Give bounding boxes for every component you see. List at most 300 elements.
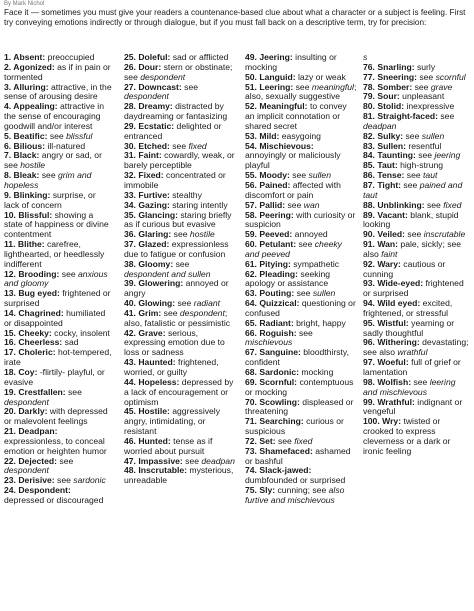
entry-term: 10. Blissful: xyxy=(4,209,53,220)
entry-term: 59. Peeved: xyxy=(245,229,293,240)
list-item xyxy=(124,171,236,191)
entry-term: 26. Dour: xyxy=(124,61,162,72)
entry-term: 80. Stolid: xyxy=(363,101,405,112)
entry-term: 29. Ecstatic: xyxy=(124,120,175,131)
list-item xyxy=(4,309,112,329)
entry-term: 71. Searching: xyxy=(245,416,304,427)
entry-cross-reference: despondent and sullen xyxy=(124,268,211,279)
entry-term: 27. Downcast: xyxy=(124,81,182,92)
list-item xyxy=(4,486,112,506)
entry-term: 76. Snarling: xyxy=(363,61,415,72)
entry-cross-reference: hostile xyxy=(189,229,215,240)
entry-term: 15. Cheeky: xyxy=(4,327,52,338)
list-item xyxy=(245,83,357,103)
list-item xyxy=(363,417,471,456)
entry-term: 18. Coy: xyxy=(4,367,38,377)
entry-cross-reference: scornful xyxy=(435,71,466,82)
list-item xyxy=(4,191,112,211)
entry-term: 8. Bleak: xyxy=(4,170,40,181)
entry-definition: see xyxy=(296,239,315,250)
entry-definition: see xyxy=(39,170,58,181)
entry-definition: cowardly, weak, or barely perceptible xyxy=(124,150,235,171)
entry-cross-reference: despondent xyxy=(4,465,49,476)
entry-term: 42. Grave: xyxy=(124,327,166,338)
list-item xyxy=(245,398,357,418)
entry-definition: annoyingly or maliciously playful xyxy=(245,150,341,171)
entry-definition: see xyxy=(169,140,189,151)
entry-term: 85. Taut: xyxy=(363,160,398,171)
entry-term: 88. Unblinking: xyxy=(363,199,425,210)
entry-definition: twisted or crooked to express cleverness or a dark or ironic feeling xyxy=(363,416,451,456)
entry-cross-reference: despondent xyxy=(179,307,225,318)
entry-term: 63. Pouting: xyxy=(245,288,295,299)
entry-definition: see xyxy=(404,170,424,181)
list-item xyxy=(4,211,112,241)
entry-term: 5. Beatific: xyxy=(4,130,48,141)
entry-term: 38. Gloomy: xyxy=(124,258,174,269)
entry-definition: delighted or entranced xyxy=(124,120,222,141)
entry-definition: see xyxy=(57,455,74,466)
entry-definition: staring briefly as if curious but evasive xyxy=(124,209,232,230)
entry-term: 64. Quizzical: xyxy=(245,298,300,309)
list-item xyxy=(4,270,112,290)
entry-definition: distracted by daydreaming or fantasizing xyxy=(124,101,228,122)
entry-cross-reference: leering and mischievous xyxy=(363,376,456,397)
entry-definition: see xyxy=(285,199,304,210)
entry-term: 32. Fixed: xyxy=(124,170,164,181)
entry-definition: see xyxy=(405,229,424,240)
entry-term: 73. Shamefaced: xyxy=(245,445,313,456)
entry-definition: see xyxy=(47,130,67,141)
entry-cross-reference: faint xyxy=(381,248,398,259)
entry-definition: ashamed or bashful xyxy=(245,445,351,466)
column-4 xyxy=(363,53,471,609)
list-item xyxy=(4,368,112,388)
list-item xyxy=(245,142,357,172)
entry-term: 28. Dreamy: xyxy=(124,101,173,112)
entry-cross-reference: hostile xyxy=(20,160,46,171)
entry-cross-reference: anxious and gloomy xyxy=(4,268,108,289)
entry-definition: staring intently xyxy=(169,199,228,210)
list-item xyxy=(124,240,236,260)
entry-definition: contemptuous or mocking xyxy=(245,376,354,397)
entry-term: 43. Haunted: xyxy=(124,357,176,368)
list-item xyxy=(245,378,357,398)
entry-definition: see xyxy=(294,288,313,299)
list-item xyxy=(363,378,471,398)
entry-definition: tense as if worried about pursuit xyxy=(124,435,213,456)
entry-definition: depressed by a lack of encouragement or optimism xyxy=(124,376,234,407)
entry-term: 54. Mischievous: xyxy=(245,140,314,151)
entry-term: 31. Faint: xyxy=(124,150,162,161)
entry-definition: see xyxy=(161,307,180,318)
entry-term: 7. Black: xyxy=(4,150,40,161)
entry-definition: cocky, insolent xyxy=(51,327,110,338)
entry-cross-reference: also furtive and mischievous xyxy=(245,485,345,505)
entry-term: 96. Withering: xyxy=(363,337,420,348)
entry-term: 3. Alluring: xyxy=(4,81,49,92)
entry-cross-reference: deadpan xyxy=(201,455,235,466)
entry-cross-reference: fixed xyxy=(443,199,462,210)
entry-term: 48. Inscrutable: xyxy=(124,465,188,476)
list-item xyxy=(245,240,357,260)
entry-cross-reference: inscrutable xyxy=(423,229,466,240)
entry-term: 23. Derisive: xyxy=(4,475,55,486)
entry-term: 58. Peering: xyxy=(245,209,294,220)
list-item xyxy=(4,63,112,83)
entry-definition: lazy or weak xyxy=(295,71,346,82)
entry-term: 19. Crestfallen: xyxy=(4,386,66,397)
entry-cross-reference: blissful xyxy=(66,130,93,141)
entry-definition: see xyxy=(182,455,202,466)
entry-definition: full of grief or lamentation xyxy=(363,357,461,377)
entry-definition: frightened, worried, or guilty xyxy=(124,357,219,377)
entry-definition: attractive in the sense of encouraging goodwill and/or interest xyxy=(4,101,104,131)
entry-term: 65. Radiant: xyxy=(245,317,294,328)
list-item xyxy=(4,240,112,270)
entry-definition: annoyed xyxy=(292,229,328,240)
entry-definition: sympathetic xyxy=(290,258,340,269)
entry-definition: mysterious, unreadable xyxy=(124,465,234,486)
entry-definition: devastating; see also xyxy=(363,337,469,358)
entry-term: 12. Brooding: xyxy=(4,268,60,279)
entry-term: 1. Absent: xyxy=(4,53,46,62)
entry-term: 92. Wary: xyxy=(363,258,401,269)
entry-term: 93. Wide-eyed: xyxy=(363,278,424,289)
entry-term: 70. Scowling: xyxy=(245,396,300,407)
list-item xyxy=(245,417,357,437)
list-item xyxy=(363,338,471,358)
entry-definition: depressed or discouraged xyxy=(4,494,104,505)
entry-term: 6. Bilious: xyxy=(4,140,46,151)
entry-term: 50. Languid: xyxy=(245,71,296,82)
entry-term: 68. Sardonic: xyxy=(245,367,299,377)
entry-definition: see xyxy=(437,111,455,122)
entry-definition: see xyxy=(175,298,194,309)
entry-cross-reference: despondent xyxy=(4,396,49,407)
entry-term: 14. Chagrined: xyxy=(4,307,64,318)
list-item xyxy=(4,289,112,309)
entry-term: 86. Tense: xyxy=(363,170,405,181)
entry-term: 75. Sly: xyxy=(245,485,276,496)
entry-term: 56. Pained: xyxy=(245,179,291,190)
entry-definition: frightened or surprised xyxy=(4,288,111,309)
entry-definition: mocking xyxy=(298,367,334,377)
entry-definition: as if in pain or tormented xyxy=(4,61,111,82)
list-item xyxy=(363,279,471,299)
entry-definition: see xyxy=(54,475,74,486)
entry-definition: see xyxy=(59,268,79,279)
list-item xyxy=(363,240,471,260)
list-item xyxy=(4,171,112,191)
entry-cross-reference: radiant xyxy=(193,298,221,309)
entry-term: 72. Set: xyxy=(245,435,276,446)
entry-cross-reference: sullen xyxy=(308,170,331,181)
list-item xyxy=(124,102,236,122)
list-item xyxy=(4,83,112,103)
entry-definition: resentful xyxy=(405,140,442,151)
list-item xyxy=(363,112,471,132)
list-item xyxy=(245,348,357,368)
entry-term: 36. Glaring: xyxy=(124,229,172,240)
entry-term: 41. Grim: xyxy=(124,307,162,318)
list-item xyxy=(4,407,112,427)
list-item xyxy=(245,486,357,506)
entry-cross-reference: wrathful xyxy=(397,347,428,358)
column-3 xyxy=(245,53,357,609)
entry-definition: stealthy xyxy=(169,189,202,200)
entry-term: 53. Mild: xyxy=(245,130,280,141)
entry-term: 84. Taunting: xyxy=(363,150,416,161)
entry-definition: see xyxy=(416,71,436,82)
entry-term: 77. Sneering: xyxy=(363,71,417,82)
entry-term: 20. Darkly: xyxy=(4,406,48,417)
list-item xyxy=(363,181,471,201)
entry-definition: blank, stupid looking xyxy=(363,209,459,230)
entry-definition: bloodthirsty, confident xyxy=(245,347,349,368)
list-item xyxy=(124,63,236,83)
entry-cross-reference: grim and hopeless xyxy=(4,170,92,190)
entry-cross-reference: despondent xyxy=(140,71,186,82)
list-item xyxy=(245,447,357,467)
list-item xyxy=(124,378,236,408)
entry-term: 60. Petulant: xyxy=(245,239,297,250)
entry-term: 66. Roguish: xyxy=(245,327,297,338)
list-item xyxy=(363,398,471,418)
entry-term: 95. Wistful: xyxy=(363,317,409,328)
entry-term: 98. Wolfish: xyxy=(363,376,412,387)
column-1 xyxy=(4,53,112,609)
list-item xyxy=(124,151,236,171)
list-item xyxy=(124,279,236,299)
list-item xyxy=(4,427,112,457)
list-item xyxy=(245,299,357,319)
entry-cross-reference: sullen xyxy=(421,130,445,141)
entry-term: 35. Glancing: xyxy=(124,209,178,220)
entry-term: 39. Glowering: xyxy=(124,278,184,289)
entry-term: 2. Agonized: xyxy=(4,61,55,72)
entry-definition: expressionless, to conceal emotion or heighten humor xyxy=(4,435,107,456)
list-item xyxy=(124,260,236,280)
entry-definition: see xyxy=(424,199,444,210)
entry-definition: with curiosity or suspicion xyxy=(245,209,356,230)
entry-definition: serious, expressing emotion due to loss or sadness xyxy=(124,327,225,358)
entry-term: 46. Hunted: xyxy=(124,435,171,446)
list-item xyxy=(363,260,471,280)
entry-definition: see xyxy=(275,435,295,446)
intro-paragraph: Face it — sometimes you must give your readers a countenance-based clue about what a character or a subject is feeling. First try conveying emotions indirectly or through dialogue, but if you must fall back on a descriptive term, try for precision: xyxy=(4,8,466,27)
entry-term: 25. Doleful: xyxy=(124,53,171,62)
entry-term: 45. Hostile: xyxy=(124,406,170,417)
list-item xyxy=(124,211,236,231)
entry-cross-reference: cheeky and peeved xyxy=(245,239,342,259)
list-item xyxy=(124,83,236,103)
entry-definition: sad or afflicted xyxy=(170,53,229,62)
list-item xyxy=(245,329,357,349)
entry-definition: ill-natured xyxy=(45,140,86,151)
entry-term: 94. Wild eyed: xyxy=(363,298,421,309)
entry-term: 61. Pitying: xyxy=(245,258,291,269)
entry-definition: bright, happy xyxy=(293,317,346,328)
entry-definition: surprise, or lack of concern xyxy=(4,189,96,210)
entry-definition: inexpressive xyxy=(404,101,455,112)
entry-term: 79. Sour: xyxy=(363,91,400,102)
byline: By Mark Nichol xyxy=(4,1,45,7)
entry-term: 91. Wan: xyxy=(363,239,399,250)
entry-term: 69. Scornful: xyxy=(245,376,298,387)
entry-term: 21. Deadpan: xyxy=(4,426,58,437)
entry-term: 13. Bug eyed: xyxy=(4,288,60,299)
entry-cross-reference: mischievous xyxy=(245,337,293,348)
entry-definition: affected with discomfort or pain xyxy=(245,179,341,200)
entry-cross-reference: sullen xyxy=(312,288,336,299)
entry-definition: stern or obstinate; see xyxy=(124,61,233,82)
entry-term: 82. Sulky: xyxy=(363,130,404,141)
list-item xyxy=(363,319,471,339)
list-item xyxy=(124,358,236,378)
entry-definition: see xyxy=(296,327,313,338)
entry-definition: see xyxy=(403,130,422,141)
entry-definition: concentrated or immobile xyxy=(124,170,226,190)
entry-term: 89. Vacant: xyxy=(363,209,408,220)
entry-definition: easygoing xyxy=(279,130,321,141)
entry-term: 74. Slack-jawed: xyxy=(245,465,312,476)
entry-definition: high-strung xyxy=(397,160,444,171)
entry-definition-continued: ; also, sexually suggestive xyxy=(245,81,357,102)
entry-definition: see xyxy=(293,81,312,92)
list-item xyxy=(124,122,236,142)
entry-definition: expressionless due to fatigue or confusion xyxy=(124,239,229,259)
entry-definition: dumbfounded or surprised xyxy=(245,475,346,486)
entry-definition: angry or sad, or see xyxy=(4,150,102,171)
entry-definition: excited, frightened, or stressful xyxy=(363,298,453,318)
entry-definition: sad xyxy=(62,337,79,348)
entry-term: 44. Hopeless: xyxy=(124,376,180,387)
entry-term: 90. Veiled: xyxy=(363,229,406,240)
entry-definition: curious or suspicious xyxy=(245,416,344,437)
entry-cross-reference: jeering xyxy=(434,150,461,161)
list-item xyxy=(4,348,112,368)
list-item xyxy=(124,407,236,437)
entry-term: 37. Glazed: xyxy=(124,239,170,250)
entry-cross-reference: fixed xyxy=(188,140,207,151)
list-item xyxy=(245,270,357,290)
list-item xyxy=(245,102,357,132)
entry-definition: see xyxy=(65,386,82,397)
list-item xyxy=(245,53,357,73)
entry-term: 49. Jeering: xyxy=(245,53,293,62)
entry-cross-reference: wan xyxy=(303,199,320,210)
entry-definition: indignant or vengeful xyxy=(363,396,463,417)
entry-term: 22. Dejected: xyxy=(4,455,58,466)
column-2 xyxy=(124,53,236,609)
entry-definition: see xyxy=(171,229,190,240)
list-item xyxy=(4,457,112,477)
entry-term: 30. Etched: xyxy=(124,140,170,151)
entry-definition: see xyxy=(401,179,420,190)
list-item xyxy=(245,466,357,486)
entry-definition: surly xyxy=(414,61,436,72)
entry-cross-reference: s xyxy=(363,53,368,62)
entry-definition: -flirtily- playful, or evasive xyxy=(4,367,105,387)
entry-term: 51. Leering: xyxy=(245,81,294,92)
entry-definition: showing a state of happiness or divine contentment xyxy=(4,209,109,240)
entry-definition: see xyxy=(415,150,435,161)
entry-definition: see xyxy=(181,81,199,92)
list-item xyxy=(124,466,236,486)
entry-term: 24. Despondent: xyxy=(4,485,71,496)
list-item xyxy=(4,102,112,132)
entry-term: 97. Woeful: xyxy=(363,357,409,368)
entry-cross-reference: pained and taut xyxy=(363,179,463,200)
entry-definition: pale, sickly; see also xyxy=(363,239,462,259)
entry-term: 67. Sanguine: xyxy=(245,347,301,358)
list-item xyxy=(4,151,112,171)
entry-term: 33. Furtive: xyxy=(124,189,170,200)
entry-cross-reference: fixed xyxy=(294,435,313,446)
list-item xyxy=(124,309,236,329)
entry-definition: unpleasant xyxy=(399,91,445,102)
entry-term: 11. Blithe: xyxy=(4,239,45,250)
entry-term: 40. Glowing: xyxy=(124,298,176,309)
entry-cross-reference: despondent xyxy=(124,91,169,102)
entry-term: 9. Blinking: xyxy=(4,189,51,200)
entry-definition: insulting or mocking xyxy=(245,53,337,72)
entry-definition: hot-tempered, irate xyxy=(4,347,112,368)
list-item xyxy=(363,299,471,319)
entry-definition: preoccupied xyxy=(45,53,95,62)
entry-definition: cautious or cunning xyxy=(363,258,446,279)
entry-term: 16. Cheerless: xyxy=(4,337,63,348)
list-item xyxy=(363,211,471,231)
entry-definition: attractive, in the sense of arousing desire xyxy=(4,81,112,102)
list-item xyxy=(124,437,236,457)
entry-term: 52. Meaningful: xyxy=(245,101,308,112)
entry-term: 83. Sullen: xyxy=(363,140,406,151)
entry-definition-continued: ; also, fatalistic or pessimistic xyxy=(124,307,231,328)
entry-definition: displeased or threatening xyxy=(245,396,354,417)
entry-term: 34. Gazing: xyxy=(124,199,170,210)
entry-term: 81. Straight-faced: xyxy=(363,111,438,122)
entry-definition: annoyed or angry xyxy=(124,278,229,299)
entry-definition: frightened or surprised xyxy=(363,278,464,299)
entry-cross-reference: deadpan xyxy=(363,120,397,131)
entry-term: 100. Wry: xyxy=(363,416,402,427)
entry-definition: seeking apology or assistance xyxy=(245,268,331,289)
entry-cross-reference: grave xyxy=(430,81,453,92)
entry-cross-reference: sardonic xyxy=(73,475,106,486)
entry-term: 99. Wrathful: xyxy=(363,396,415,407)
entry-definition: yearning or sadly thoughtful xyxy=(363,317,455,338)
entry-term: 62. Pleading: xyxy=(245,268,299,279)
entry-definition: see xyxy=(412,81,431,92)
entry-definition: cunning; see xyxy=(275,485,329,496)
entry-term: 4. Appealing: xyxy=(4,101,58,112)
list-item xyxy=(124,329,236,359)
entry-cross-reference: taut xyxy=(423,170,438,181)
entry-definition: see xyxy=(411,376,430,387)
entry-definition: humiliated or disappointed xyxy=(4,307,106,328)
entry-definition: to convey an implicit connotation or shared secret xyxy=(245,101,347,131)
entry-definition: see xyxy=(173,258,190,269)
list-item xyxy=(363,358,471,378)
list-item xyxy=(245,211,357,231)
entry-term: 87. Tight: xyxy=(363,179,402,190)
entry-term: 57. Pallid: xyxy=(245,199,286,210)
entry-cross-reference: meaningful xyxy=(311,81,354,92)
entry-definition: with depressed or malevolent feelings xyxy=(4,406,108,427)
entry-definition: questioning or confused xyxy=(245,298,356,318)
